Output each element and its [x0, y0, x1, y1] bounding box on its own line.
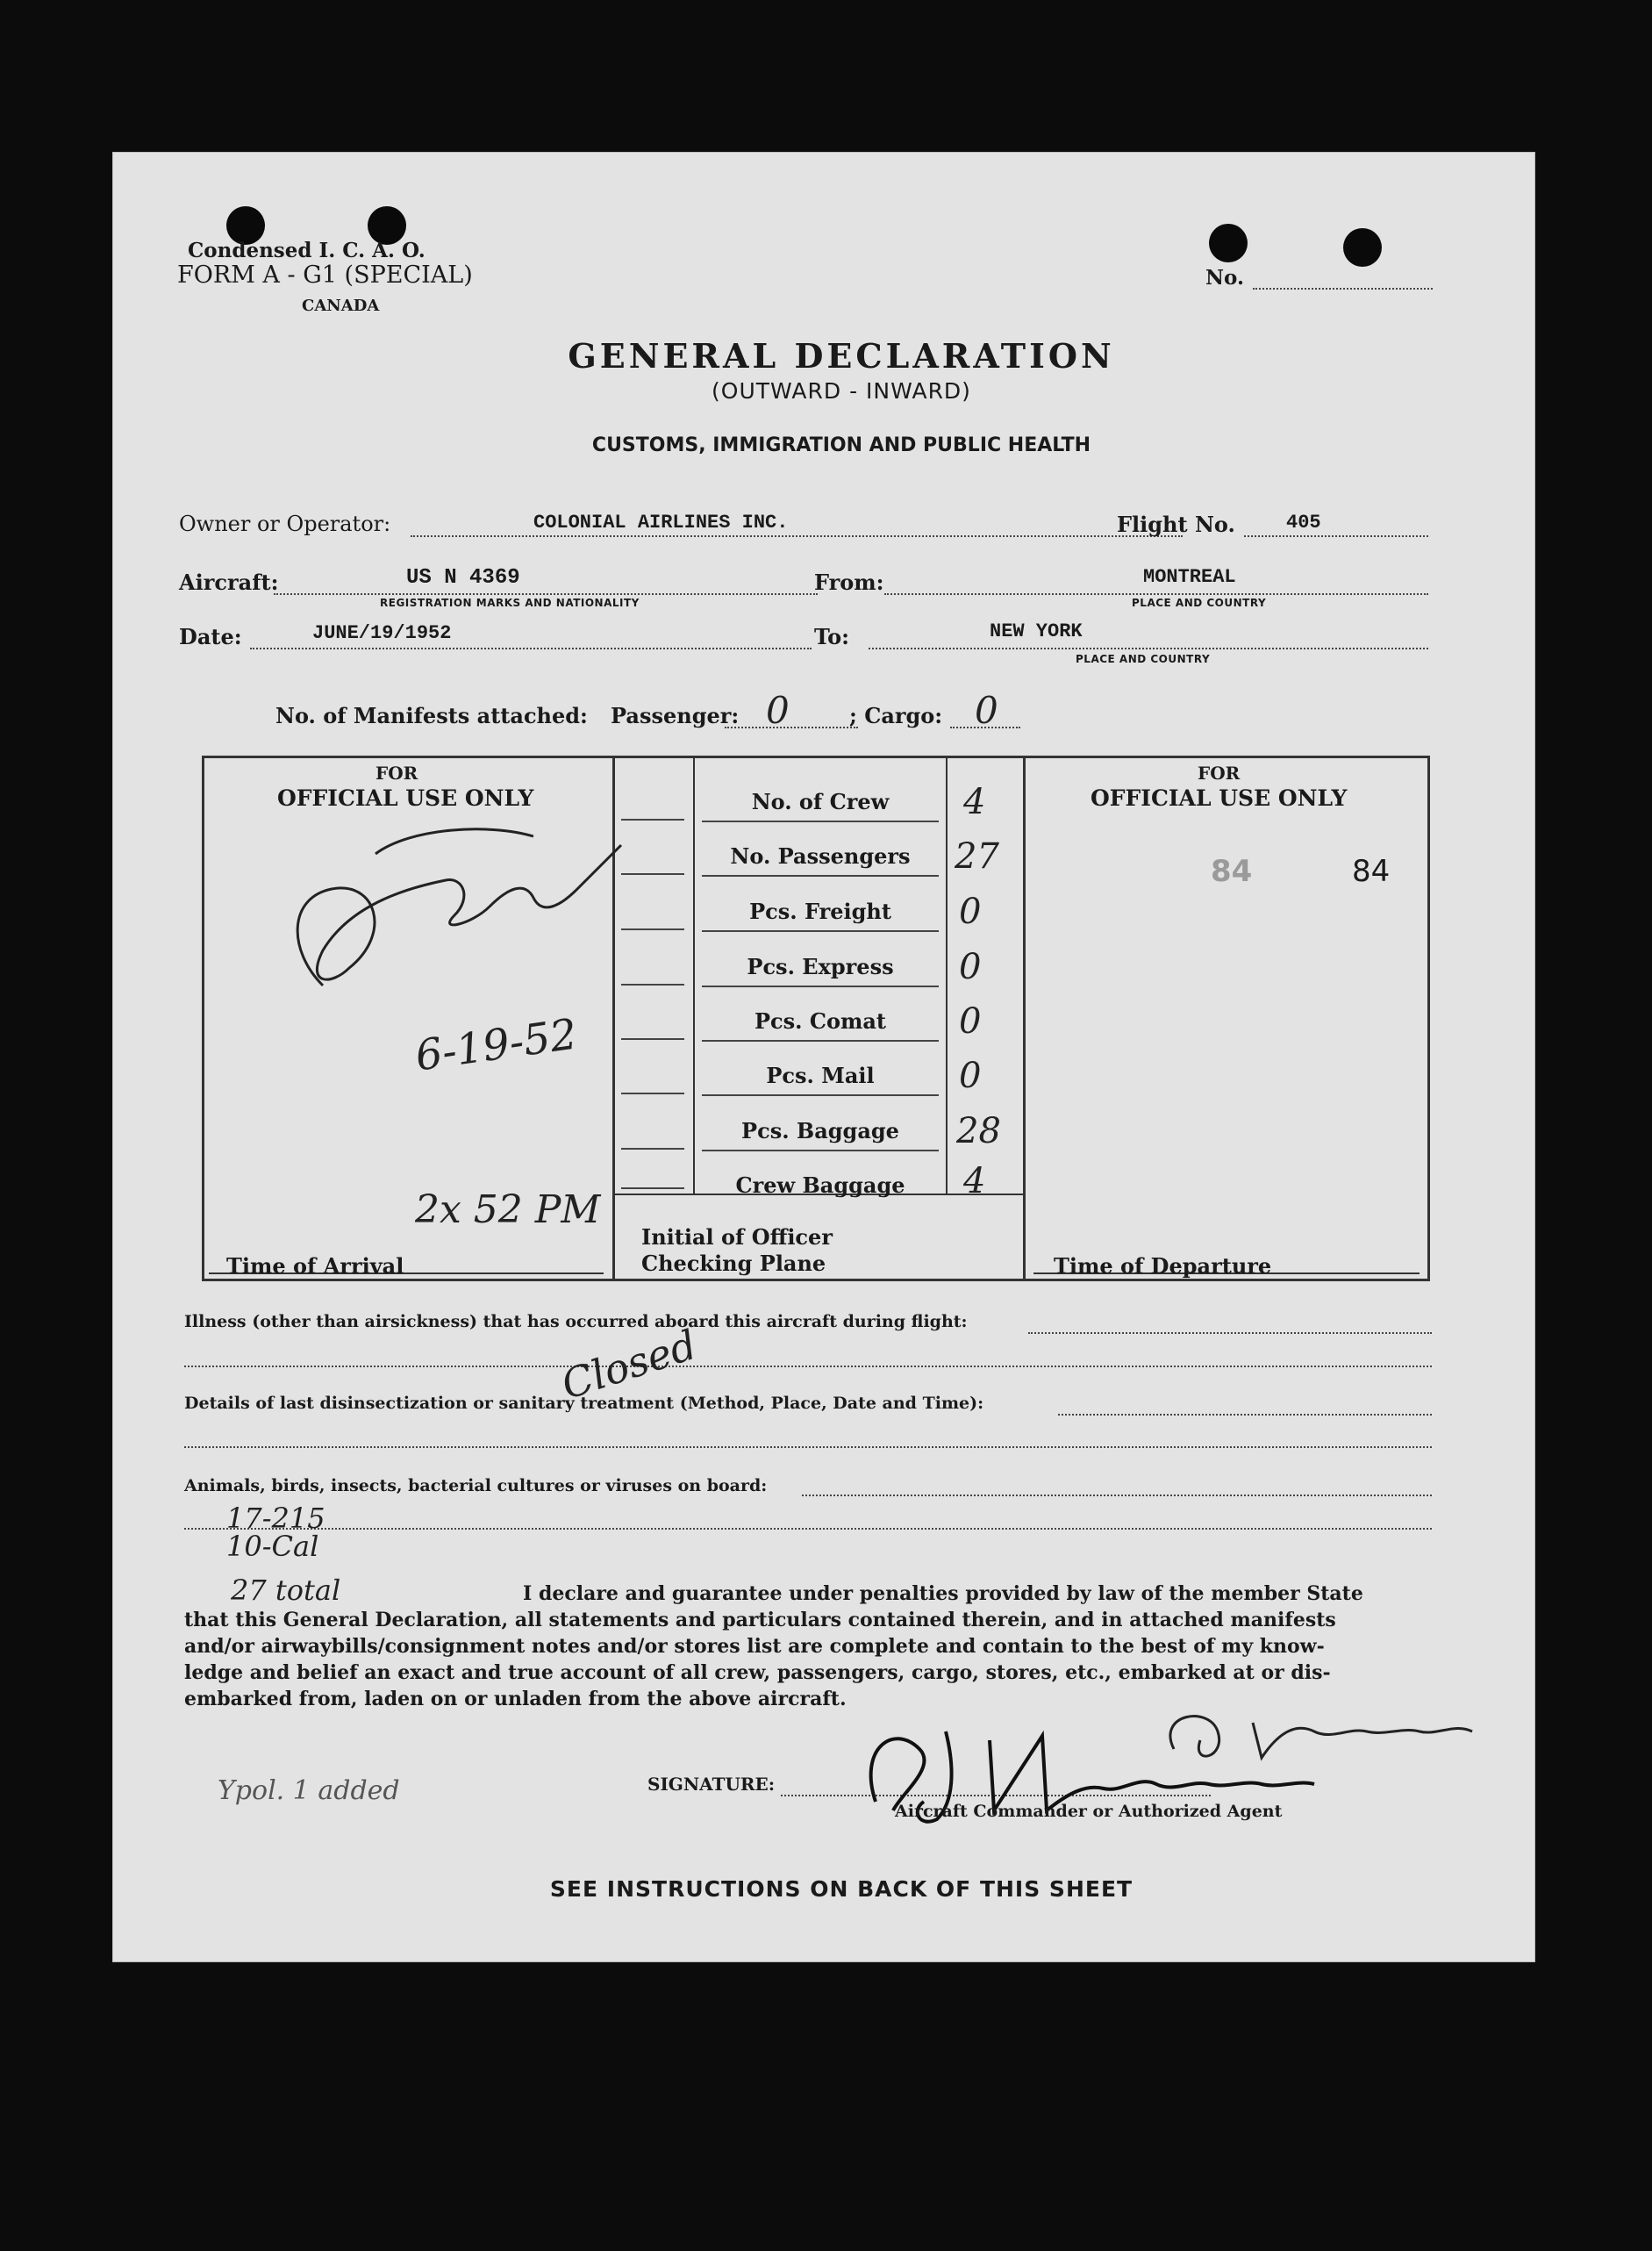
- row-label: No. Passengers: [730, 843, 911, 869]
- declaration-line-4: ledge and belief an exact and true account of all crew, passengers, cargo, stores, etc., embarked at or dis-: [184, 1661, 1331, 1684]
- flight-value: 405: [1286, 512, 1321, 534]
- owner-line: [411, 535, 1183, 537]
- right-stamp: 84: [1352, 854, 1391, 889]
- disinsection-label: Details of last disinsectization or sanitary treatment (Method, Place, Date and Time):: [184, 1394, 984, 1413]
- declaration-form-sheet: [112, 152, 1535, 1962]
- declaration-line-1: I declare and guarantee under penalties provided by law of the member State: [523, 1582, 1363, 1605]
- signature-label: SIGNATURE:: [647, 1774, 776, 1795]
- checking-plane-label: Checking Plane: [641, 1251, 826, 1276]
- row-value: 4: [963, 1161, 986, 1201]
- time-departure-label: Time of Departure: [1054, 1253, 1272, 1279]
- official-signature-date: 6-19-52: [412, 1009, 581, 1081]
- row-label: Pcs. Mail: [766, 1063, 875, 1088]
- to-caption: PLACE AND COUNTRY: [1076, 653, 1211, 665]
- declaration-line-2: that this General Declaration, all statements and particulars contained therein, and in attached manifests: [184, 1609, 1336, 1631]
- left-for-label: FOR: [375, 763, 418, 784]
- disinsection-note: Closed: [555, 1320, 703, 1409]
- margin-note: Ypol. 1 added: [218, 1775, 400, 1806]
- form-number-line: [1253, 288, 1433, 290]
- form-number-label: No.: [1205, 266, 1244, 290]
- page-title: GENERAL DECLARATION: [568, 336, 1115, 376]
- animals-line: [802, 1495, 1432, 1496]
- row-value: 0: [959, 892, 982, 932]
- right-official-label: OFFICIAL USE ONLY: [1091, 785, 1348, 811]
- from-label: From:: [814, 570, 884, 595]
- punch-hole: [1209, 224, 1248, 262]
- punch-hole: [1343, 228, 1382, 267]
- form-country: CANADA: [302, 297, 380, 315]
- owner-value: COLONIAL AIRLINES INC.: [533, 512, 789, 534]
- animals-line-2: [184, 1528, 1432, 1530]
- declaration-line-3: and/or airwaybills/consignment notes and/or stores list are complete and contain to the best of my know-: [184, 1635, 1325, 1658]
- manifests-label: No. of Manifests attached:: [275, 703, 588, 728]
- aircraft-line: [274, 593, 818, 595]
- animals-label: Animals, birds, insects, bacterial cultures or viruses on board:: [184, 1476, 768, 1495]
- time-arrival-label: Time of Arrival: [226, 1253, 404, 1279]
- flight-line: [1244, 535, 1428, 537]
- date-line: [250, 648, 812, 649]
- manifests-passenger-line: [725, 727, 858, 728]
- manifests-cargo-label: ; Cargo:: [849, 703, 943, 728]
- aircraft-caption: REGISTRATION MARKS AND NATIONALITY: [380, 597, 640, 609]
- tally-line-1: 17-215: [226, 1502, 325, 1535]
- row-label: No. of Crew: [751, 789, 890, 814]
- row-value: 27: [955, 836, 999, 877]
- illness-label: Illness (other than airsickness) that has occurred aboard this aircraft during flight:: [184, 1312, 968, 1331]
- flight-label: Flight No.: [1117, 512, 1235, 537]
- form-id: FORM A - G1 (SPECIAL): [177, 262, 473, 289]
- to-label: To:: [814, 624, 849, 649]
- manifests-passenger-value: 0: [766, 689, 790, 732]
- manifests-cargo-value: 0: [975, 689, 998, 732]
- disinsection-line-2: [184, 1446, 1432, 1448]
- row-label: Crew Baggage: [735, 1172, 905, 1198]
- owner-label: Owner or Operator:: [179, 512, 391, 536]
- from-value: MONTREAL: [1143, 566, 1236, 588]
- from-caption: PLACE AND COUNTRY: [1132, 597, 1267, 609]
- row-label: Pcs. Freight: [749, 899, 891, 924]
- right-stamp-faded: 84: [1211, 854, 1253, 889]
- aircraft-label: Aircraft:: [179, 570, 279, 595]
- tally-line-2: 10-Cal: [226, 1530, 319, 1563]
- to-value: NEW YORK: [990, 620, 1083, 642]
- tally-line-3: 27 total: [231, 1574, 341, 1607]
- illness-line-2: [184, 1366, 1432, 1367]
- initial-officer-label: Initial of Officer: [641, 1224, 833, 1250]
- signature-caption: Aircraft Commander or Authorized Agent: [895, 1802, 1283, 1821]
- declaration-line-5: embarked from, laden on or unladen from the above aircraft.: [184, 1688, 847, 1710]
- page-subtitle: (OUTWARD - INWARD): [712, 378, 971, 404]
- illness-line: [1028, 1332, 1432, 1334]
- row-label: Pcs. Comat: [754, 1008, 887, 1034]
- date-label: Date:: [179, 624, 242, 649]
- to-line: [869, 648, 1428, 649]
- agencies-heading: CUSTOMS, IMMIGRATION AND PUBLIC HEALTH: [591, 434, 1091, 456]
- from-line: [884, 593, 1428, 595]
- right-for-label: FOR: [1198, 763, 1241, 784]
- row-label: Pcs. Express: [747, 954, 894, 979]
- aircraft-value: US N 4369: [406, 566, 520, 590]
- form-top-line: Condensed I. C. A. O.: [188, 239, 426, 262]
- left-official-label: OFFICIAL USE ONLY: [277, 785, 534, 811]
- row-value: 0: [959, 1001, 982, 1042]
- time-arrival-value: 2x 52 PM: [415, 1187, 601, 1232]
- footer-instructions: SEE INSTRUCTIONS ON BACK OF THIS SHEET: [549, 1876, 1134, 1902]
- row-value: 28: [956, 1111, 1001, 1151]
- disinsection-line: [1058, 1414, 1432, 1416]
- date-value: JUNE/19/1952: [312, 622, 452, 644]
- row-value: 0: [959, 947, 982, 987]
- row-label: Pcs. Baggage: [741, 1118, 899, 1143]
- manifests-passenger-label: Passenger:: [611, 703, 740, 728]
- row-value: 0: [959, 1056, 982, 1096]
- row-value: 4: [963, 782, 986, 822]
